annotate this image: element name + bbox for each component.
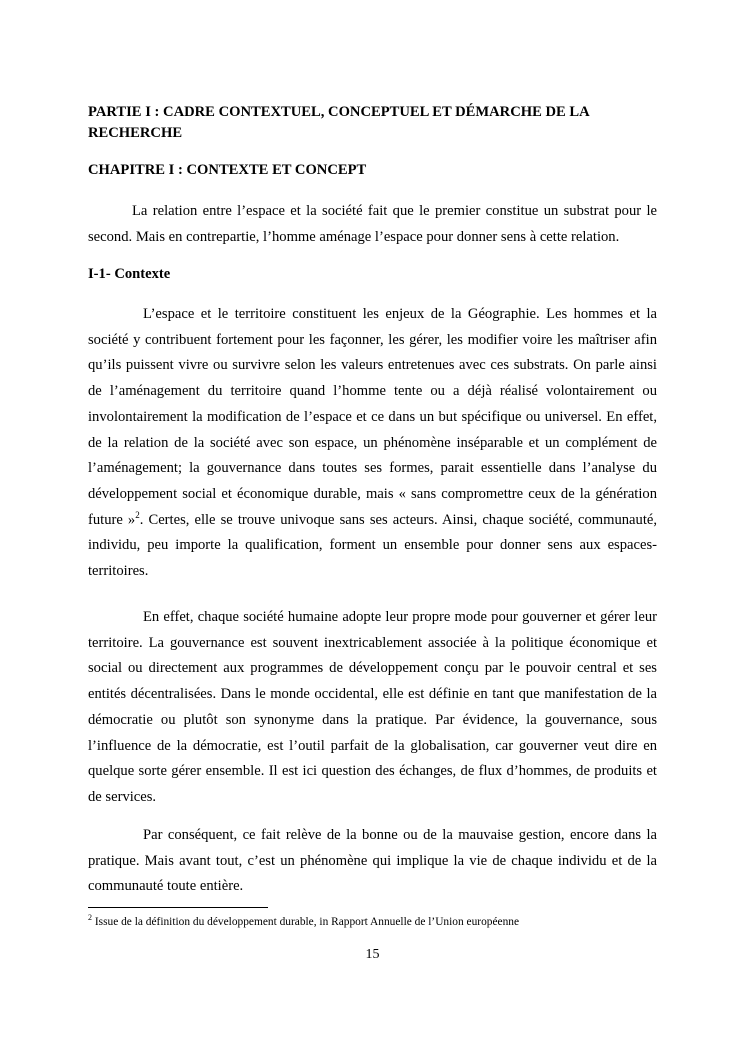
page-number: 15 bbox=[365, 947, 380, 962]
paragraph-1-text-after-note: . Certes, elle se trouve univoque sans ses acteurs. Ainsi, chaque société, communauté, individu, peu importe la qualification, forment un ensemble pour donner sens aux espaces-territoires. bbox=[88, 511, 657, 580]
footnote-text: Issue de la définition du développement durable, in Rapport Annuelle de l’Union européenne bbox=[92, 916, 520, 928]
footnote bbox=[88, 914, 657, 930]
section-title: I-1- Contexte bbox=[88, 266, 171, 282]
paragraph-1-text-before-note: L’espace et le territoire constituent les enjeux de la Géographie. Les hommes et la société y contribuent fortement pour les façonner, les gérer, les modifier voire les maîtriser afin qu’ils puissent vivre ou survivre selon les valeurs entretenues avec ces substrats. On parle ainsi de l’aménagement du territoire quand l’homme tente ou a déjà réalisé volontairement ou involontairement la modification de l’espace et ce dans un but spécifique ou universel. En effet, de la relation de la société avec son espace, un phénomène inséparable et un complément de l’aménagement; la gouvernance dans toutes ses formes, parait essentielle dans l’analyse du développement social et économique durable, mais « sans compromettre ceux de la génération future » bbox=[88, 306, 657, 528]
chapter-title: CHAPITRE I : CONTEXTE ET CONCEPT bbox=[88, 162, 367, 178]
paragraph-2: En effet, chaque société humaine adopte leur propre mode pour gouverner et gérer leur territoire. La gouvernance est souvent inextricablement associée à la politique économique et social ou directement aux programmes de développement conçu par le pouvoir central et ses entités décentralisées. Dans le monde occidental, elle est définie en tant que manifestation de la démocratie ou plutôt son synonyme dans la pratique. Par évidence, la gouvernance, sous l’influence de la démocratie, est l’outil parfait de la globalisation, car gouverner veut dire en quelque sorte gérer ensemble. Il est ici question des échanges, de flux d’hommes, de produits et de services. bbox=[88, 609, 657, 805]
paragraph-1 bbox=[88, 302, 657, 585]
footnote-reference: 2 bbox=[135, 509, 140, 520]
paragraph-3: Par conséquent, ce fait relève de la bonne ou de la mauvaise gestion, encore dans la pratique. Mais avant tout, c’est un phénomène qui implique la vie de chaque individu et de la communauté toute entière. bbox=[88, 827, 657, 895]
footnote-divider bbox=[88, 907, 268, 908]
document-page bbox=[88, 0, 657, 1053]
intro-paragraph: La relation entre l’espace et la société fait que le premier constitue un substrat pour le second. Mais en contrepartie, l’homme aménage l’espace pour donner sens à cette relation. bbox=[88, 203, 657, 245]
part-title: PARTIE I : CADRE CONTEXTUEL, CONCEPTUEL ET DÉMARCHE DE LA RECHERCHE bbox=[88, 104, 589, 141]
footnote-number: 2 bbox=[88, 913, 92, 923]
